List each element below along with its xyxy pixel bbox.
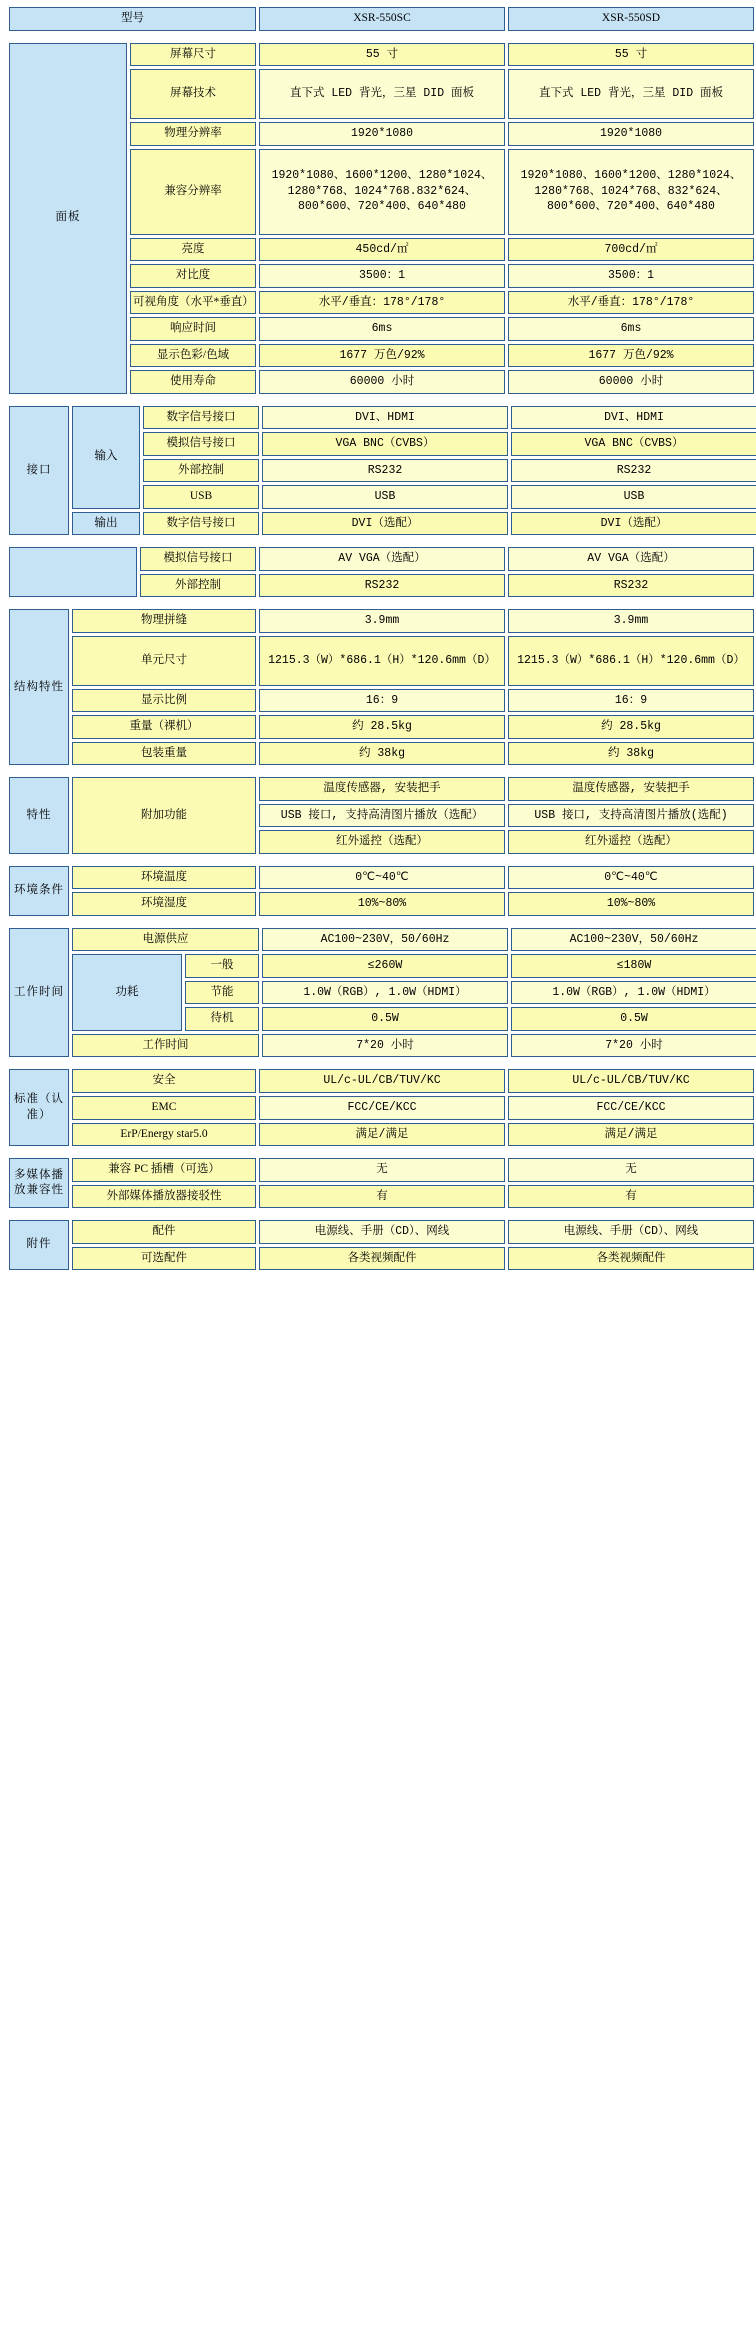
- group-power: 功耗: [72, 954, 182, 1031]
- table-row: [9, 1034, 756, 1058]
- row-label: 屏幕尺寸: [130, 43, 256, 67]
- row-value: 无: [508, 1158, 754, 1182]
- table-row: [9, 928, 756, 952]
- feature-sublabel: 附加功能: [72, 777, 256, 854]
- table-row: [9, 777, 754, 801]
- row-label: 使用寿命: [130, 370, 256, 394]
- category-working-time: 工作时间: [9, 928, 69, 1058]
- table-row: [9, 636, 754, 686]
- row-value: 无: [259, 1158, 505, 1182]
- row-value: 1920*1080、1600*1200、1280*1024、1280*768、1024*768、832*624、800*600、720*400、640*480: [508, 149, 754, 235]
- table-row: [9, 1096, 754, 1120]
- row-label: 数字信号接口: [143, 512, 259, 536]
- row-value: USB: [262, 485, 508, 509]
- row-value: 16：9: [508, 689, 754, 713]
- row-label: 兼容分辨率: [130, 149, 256, 235]
- row-label: 电源供应: [72, 928, 259, 952]
- row-label: 节能: [185, 981, 259, 1005]
- table-row: [9, 1220, 754, 1244]
- table-row: [9, 954, 756, 978]
- row-label: 安全: [72, 1069, 256, 1093]
- row-value: AV VGA（选配）: [508, 547, 754, 571]
- row-value: 水平/垂直：178°/178°: [259, 291, 505, 315]
- row-value: 电源线、手册（CD）、网线: [259, 1220, 505, 1244]
- row-value: 1677 万色/92%: [259, 344, 505, 368]
- row-label: 物理分辨率: [130, 122, 256, 146]
- row-label: 重量（裸机）: [72, 715, 256, 739]
- row-label: 屏幕技术: [130, 69, 256, 119]
- table-row: [9, 547, 754, 571]
- row-label: 工作时间: [72, 1034, 259, 1058]
- section-standards: [6, 1066, 756, 1149]
- row-value: USB: [511, 485, 756, 509]
- row-value: 1920*1080、1600*1200、1280*1024、1280*768、1024*768.832*624、800*600、720*400、640*480: [259, 149, 505, 235]
- row-value: 0℃~40℃: [259, 866, 505, 890]
- category-panel: 面板: [9, 43, 127, 394]
- row-value: DVI（选配）: [262, 512, 508, 536]
- row-value: 0℃~40℃: [508, 866, 754, 890]
- row-value: RS232: [262, 459, 508, 483]
- row-value: VGA BNC（CVBS）: [511, 432, 756, 456]
- row-label: 兼容 PC 插槽（可选）: [72, 1158, 256, 1182]
- category-features: 特性: [9, 777, 69, 854]
- table-row: [9, 1123, 754, 1147]
- row-label: 一般: [185, 954, 259, 978]
- row-value: 有: [508, 1185, 754, 1209]
- row-value: 各类视频配件: [259, 1247, 505, 1271]
- row-label: USB: [143, 485, 259, 509]
- table-row: [9, 1069, 754, 1093]
- row-value: 温度传感器, 安装把手: [259, 777, 505, 801]
- row-label: 单元尺寸: [72, 636, 256, 686]
- row-label: 待机: [185, 1007, 259, 1031]
- row-value: USB 接口, 支持高清图片播放(选配): [508, 804, 754, 828]
- row-value: 60000 小时: [259, 370, 505, 394]
- row-value: 水平/垂直：178°/178°: [508, 291, 754, 315]
- row-value: 1.0W（RGB）, 1.0W（HDMI）: [262, 981, 508, 1005]
- row-value: 直下式 LED 背光，三星 DID 面板: [259, 69, 505, 119]
- header-table: [6, 4, 756, 34]
- row-value: 55 寸: [259, 43, 505, 67]
- row-label: 模拟信号接口: [140, 547, 256, 571]
- row-label: 外部控制: [143, 459, 259, 483]
- row-value: 红外遥控（选配）: [259, 830, 505, 854]
- row-value: 1677 万色/92%: [508, 344, 754, 368]
- row-value: DVI（选配）: [511, 512, 756, 536]
- interface-extra-spacer: [9, 547, 137, 597]
- category-standards: 标准（认准）: [9, 1069, 69, 1146]
- row-value: 7*20 小时: [511, 1034, 756, 1058]
- row-value: 6ms: [259, 317, 505, 341]
- row-value: 3.9mm: [508, 609, 754, 633]
- row-label: 对比度: [130, 264, 256, 288]
- table-row: [9, 892, 754, 916]
- row-label: 配件: [72, 1220, 256, 1244]
- row-value: 约 28.5kg: [259, 715, 505, 739]
- row-value: 3500：1: [259, 264, 505, 288]
- row-value: 约 28.5kg: [508, 715, 754, 739]
- row-value: 1215.3（W）*686.1（H）*120.6mm（D）: [259, 636, 505, 686]
- row-label: 物理拼缝: [72, 609, 256, 633]
- category-environment: 环境条件: [9, 866, 69, 916]
- row-value: AV VGA（选配）: [259, 547, 505, 571]
- row-value: 16：9: [259, 689, 505, 713]
- row-label: ErP/Energy star5.0: [72, 1123, 256, 1147]
- row-label: 响应时间: [130, 317, 256, 341]
- section-features: [6, 774, 756, 857]
- table-row: [9, 1247, 754, 1271]
- group-input: 输入: [72, 406, 140, 509]
- row-value: ≤260W: [262, 954, 508, 978]
- row-value: 10%~80%: [508, 892, 754, 916]
- row-value: DVI、HDMI: [511, 406, 756, 430]
- section-panel: [6, 40, 756, 397]
- row-label: 可选配件: [72, 1247, 256, 1271]
- row-value: 约 38kg: [508, 742, 754, 766]
- row-value: 700cd/㎡: [508, 238, 754, 262]
- model-label: 型号: [9, 7, 256, 31]
- row-value: 红外遥控（选配）: [508, 830, 754, 854]
- category-multimedia: 多媒体播放兼容性: [9, 1158, 69, 1208]
- table-row: [9, 866, 754, 890]
- row-value: 1920*1080: [508, 122, 754, 146]
- row-value: 3500：1: [508, 264, 754, 288]
- table-row: [9, 7, 754, 31]
- row-label: EMC: [72, 1096, 256, 1120]
- row-value: 7*20 小时: [262, 1034, 508, 1058]
- row-value: AC100~230V，50/60Hz: [262, 928, 508, 952]
- row-value: 6ms: [508, 317, 754, 341]
- section-interface-extra: [6, 544, 756, 600]
- row-value: VGA BNC（CVBS）: [262, 432, 508, 456]
- row-value: 温度传感器, 安装把手: [508, 777, 754, 801]
- row-value: 直下式 LED 背光，三星 DID 面板: [508, 69, 754, 119]
- row-value: 约 38kg: [259, 742, 505, 766]
- table-row: [9, 43, 754, 67]
- row-value: FCC/CE/KCC: [259, 1096, 505, 1120]
- section-accessories: [6, 1217, 756, 1273]
- row-value: 55 寸: [508, 43, 754, 67]
- row-value: 满足/满足: [259, 1123, 505, 1147]
- table-row: [9, 742, 754, 766]
- table-row: [9, 406, 756, 430]
- row-value: USB 接口, 支持高清图片播放（选配）: [259, 804, 505, 828]
- row-value: 有: [259, 1185, 505, 1209]
- row-label: 显示色彩/色域: [130, 344, 256, 368]
- section-interface: [6, 403, 756, 539]
- category-accessories: 附件: [9, 1220, 69, 1270]
- row-value: 满足/满足: [508, 1123, 754, 1147]
- row-label: 环境湿度: [72, 892, 256, 916]
- model-column-2: XSR-550SD: [508, 7, 754, 31]
- section-working-time: [6, 925, 756, 1061]
- row-value: RS232: [511, 459, 756, 483]
- category-interface: 接口: [9, 406, 69, 536]
- row-label: 数字信号接口: [143, 406, 259, 430]
- row-value: 1920*1080: [259, 122, 505, 146]
- row-value: 450cd/㎡: [259, 238, 505, 262]
- row-label: 显示比例: [72, 689, 256, 713]
- table-row: [9, 1158, 754, 1182]
- row-value: ≤180W: [511, 954, 756, 978]
- row-value: 1215.3（W）*686.1（H）*120.6mm（D）: [508, 636, 754, 686]
- row-value: 电源线、手册（CD）、网线: [508, 1220, 754, 1244]
- row-value: RS232: [259, 574, 505, 598]
- row-value: UL/c-UL/CB/TUV/KC: [259, 1069, 505, 1093]
- category-structure: 结构特性: [9, 609, 69, 765]
- row-value: FCC/CE/KCC: [508, 1096, 754, 1120]
- row-value: RS232: [508, 574, 754, 598]
- row-value: 0.5W: [262, 1007, 508, 1031]
- group-output: 输出: [72, 512, 140, 536]
- section-structure: [6, 606, 756, 768]
- row-value: 60000 小时: [508, 370, 754, 394]
- row-label: 外部媒体播放器接驳性: [72, 1185, 256, 1209]
- row-label: 可视角度（水平*垂直）: [130, 291, 256, 315]
- table-row: [9, 609, 754, 633]
- row-value: 10%~80%: [259, 892, 505, 916]
- section-environment: [6, 863, 756, 919]
- row-value: AC100~230V，50/60Hz: [511, 928, 756, 952]
- model-column-1: XSR-550SC: [259, 7, 505, 31]
- row-value: 3.9mm: [259, 609, 505, 633]
- table-row: [9, 512, 756, 536]
- row-value: 各类视频配件: [508, 1247, 754, 1271]
- row-label: 包装重量: [72, 742, 256, 766]
- row-value: 0.5W: [511, 1007, 756, 1031]
- row-label: 环境温度: [72, 866, 256, 890]
- section-multimedia: [6, 1155, 756, 1211]
- row-label: 模拟信号接口: [143, 432, 259, 456]
- row-value: 1.0W（RGB）, 1.0W（HDMI）: [511, 981, 756, 1005]
- row-value: UL/c-UL/CB/TUV/KC: [508, 1069, 754, 1093]
- table-row: [9, 715, 754, 739]
- row-label: 外部控制: [140, 574, 256, 598]
- table-row: [9, 1185, 754, 1209]
- row-label: 亮度: [130, 238, 256, 262]
- table-row: [9, 689, 754, 713]
- row-value: DVI、HDMI: [262, 406, 508, 430]
